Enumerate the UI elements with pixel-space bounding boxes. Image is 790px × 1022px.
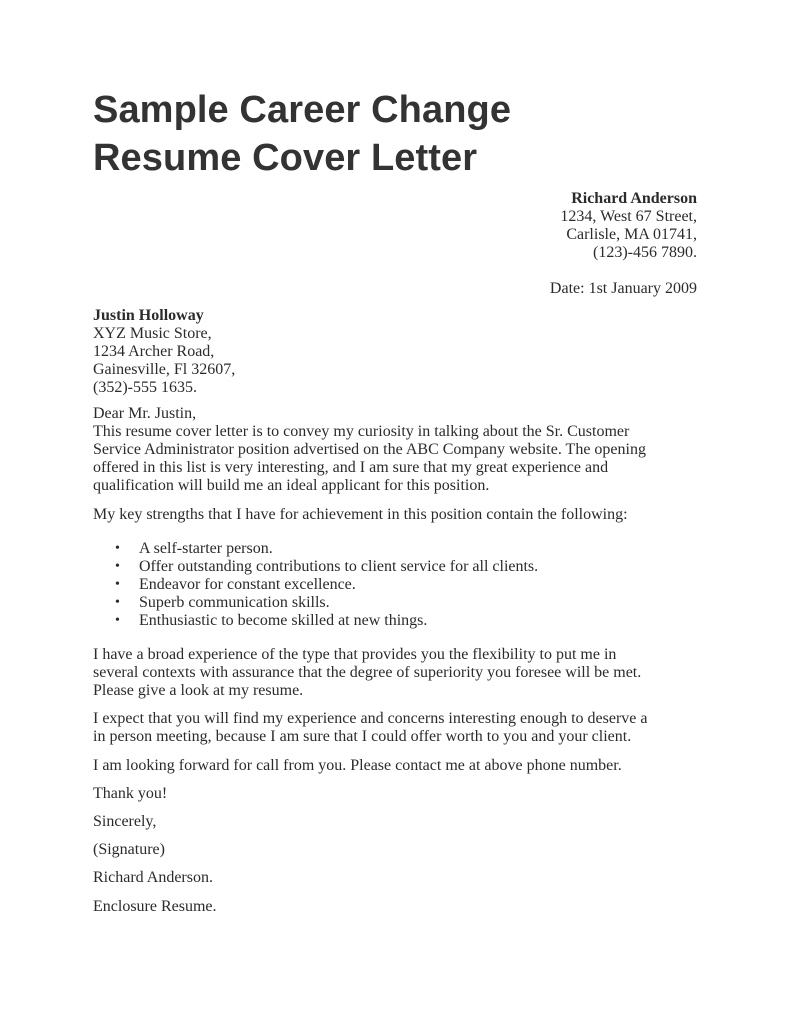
list-item: • A self-starter person.: [115, 540, 273, 557]
bullet-icon: •: [115, 577, 120, 592]
recipient-address-line-1: 1234 Archer Road,: [93, 343, 215, 360]
recipient-phone: (352)-555 1635.: [93, 379, 197, 396]
intro-paragraph: [93, 405, 693, 495]
sender-address-line-2: Carlisle, MA 01741,: [566, 226, 697, 243]
sender-phone: (123)-456 7890.: [593, 244, 697, 261]
page-title: [93, 86, 511, 182]
strengths-list: [93, 540, 538, 630]
meeting-line: in person meeting, because I am sure that I could offer worth to you and your client.: [93, 728, 632, 745]
list-item: • Endeavor for constant excellence.: [115, 576, 356, 593]
intro-line: This resume cover letter is to convey my curiosity in talking about the Sr. Customer: [93, 423, 630, 440]
recipient-name: Justin Holloway: [93, 307, 204, 324]
experience-paragraph: [93, 646, 693, 700]
bullet-icon: •: [115, 541, 120, 556]
meeting-paragraph: [93, 710, 693, 746]
bullet-icon: •: [115, 595, 120, 610]
recipient-address-block: [93, 307, 235, 397]
intro-line: Service Administrator position advertised on the ABC Company website. The opening: [93, 441, 646, 458]
bullet-icon: •: [115, 559, 120, 574]
intro-line: offered in this list is very interesting, and I am sure that my great experience and: [93, 459, 609, 476]
experience-line: I have a broad experience of the type that provides you the flexibility to put me in: [93, 646, 617, 663]
signature-placeholder: (Signature): [93, 841, 165, 858]
sender-address-block: [560, 190, 697, 262]
bullet-icon: •: [115, 613, 120, 628]
sender-name: Richard Anderson: [571, 190, 697, 207]
strengths-intro: My key strengths that I have for achievement in this position contain the following:: [93, 506, 628, 523]
sign-off: Sincerely,: [93, 813, 157, 830]
thanks-line: Thank you!: [93, 785, 168, 802]
experience-line: several contexts with assurance that the degree of superiority you foresee will be met.: [93, 664, 642, 681]
list-item: • Enthusiastic to become skilled at new things.: [115, 612, 428, 629]
experience-line: Please give a look at my resume.: [93, 682, 304, 699]
recipient-address-line-2: Gainesville, Fl 32607,: [93, 361, 236, 378]
intro-line: qualification will build me an ideal applicant for this position.: [93, 477, 490, 494]
title-line-2: Resume Cover Letter: [93, 137, 478, 179]
signer-name: Richard Anderson.: [93, 869, 213, 886]
closing-request: I am looking forward for call from you. Please contact me at above phone number.: [93, 757, 622, 774]
list-item: • Superb communication skills.: [115, 594, 330, 611]
recipient-company: XYZ Music Store,: [93, 325, 212, 342]
enclosure-note: Enclosure Resume.: [93, 898, 217, 915]
sender-address-line-1: 1234, West 67 Street,: [560, 208, 697, 225]
title-line-1: Sample Career Change: [93, 89, 512, 131]
letter-date: Date: 1st January 2009: [549, 280, 697, 297]
meeting-line: I expect that you will find my experience and concerns interesting enough to deserve a: [93, 710, 648, 727]
list-item: • Offer outstanding contributions to client service for all clients.: [115, 558, 539, 575]
salutation: Dear Mr. Justin,: [93, 405, 197, 422]
